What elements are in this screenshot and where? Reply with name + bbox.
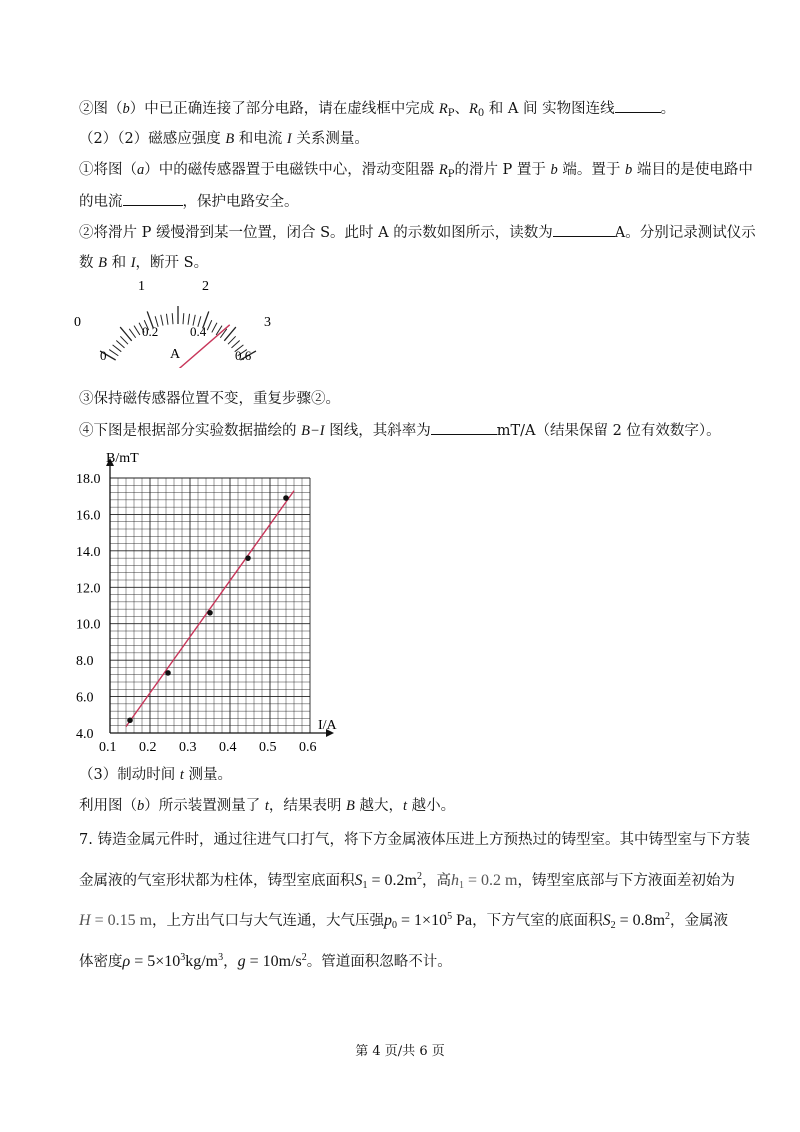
dial-top-label-1: 1 bbox=[138, 279, 145, 294]
dial-tick bbox=[232, 340, 240, 347]
y-tick-label: 16.0 bbox=[76, 508, 101, 524]
question-7-line-3: H = 0.15 m，上方出气口与大气连通，大气压强$p_0 = 1\times 10^5$ Pa，下方气室的底面积$S_2 = 0.8m^2$，金属液 bbox=[79, 911, 729, 931]
question-line-6: 数 B 和 I，断开 S。 bbox=[79, 255, 209, 271]
answer-blank[interactable] bbox=[123, 191, 183, 206]
question-7-line-2: 金属液的气室形状都为柱体，铸型室底面积$S_1 = 0.2m^2$，高$h_1 = 0.2$ m，铸型室底部与下方液面差初始为 bbox=[79, 871, 735, 891]
x-tick-label: 0.1 bbox=[99, 740, 117, 755]
dial-tick bbox=[183, 313, 184, 324]
x-tick-label: 0.4 bbox=[219, 740, 237, 755]
data-point bbox=[165, 670, 171, 676]
dial-tick bbox=[113, 345, 122, 352]
y-tick-label: 12.0 bbox=[76, 581, 101, 597]
answer-blank[interactable] bbox=[615, 98, 661, 113]
answer-blank[interactable] bbox=[553, 222, 615, 237]
answer-blank[interactable] bbox=[431, 420, 497, 435]
dial-tick bbox=[207, 320, 211, 330]
question-line-10: 利用图（b）所示装置测量了 t，结果表明 B 越大，t 越小。 bbox=[79, 798, 456, 814]
dial-unit-label: A bbox=[170, 347, 181, 362]
y-tick-label: 6.0 bbox=[76, 690, 94, 706]
dial-tick bbox=[228, 336, 236, 344]
dial-top-label-3: 3 bbox=[264, 315, 271, 330]
question-7-line-1: 7. 铸造金属元件时，通过往进气口打气，将下方金属液体压进上方预热过的铸型室。其中铸型室与下方装 bbox=[79, 832, 750, 848]
question-line-2: （2）（2）磁感应强度 B 和电流 I 关系测量。 bbox=[79, 131, 369, 147]
x-axis-label: I/A bbox=[318, 718, 337, 733]
y-tick-label: 18.0 bbox=[76, 472, 101, 487]
data-point bbox=[207, 610, 213, 616]
y-tick-label: 8.0 bbox=[76, 654, 94, 670]
page-footer: 第 4 页/共 6 页 bbox=[355, 1044, 445, 1059]
data-point bbox=[283, 495, 289, 501]
data-point bbox=[127, 717, 133, 723]
dial-tick bbox=[212, 323, 217, 333]
dial-tick bbox=[116, 340, 124, 347]
dial-bottom-label-2: 0.4 bbox=[190, 324, 207, 339]
x-tick-label: 0.3 bbox=[179, 740, 197, 755]
dial-tick bbox=[129, 329, 135, 338]
dial-tick bbox=[134, 326, 140, 335]
fit-line bbox=[126, 491, 294, 727]
dial-top-label-2: 2 bbox=[202, 279, 209, 294]
dial-tick bbox=[172, 313, 173, 324]
b-i-graph bbox=[70, 448, 360, 758]
dial-bottom-label-3: 0.6 bbox=[235, 348, 252, 363]
x-tick-label: 0.5 bbox=[259, 740, 277, 755]
y-tick-label: 14.0 bbox=[76, 544, 101, 560]
x-tick-label: 0.6 bbox=[299, 740, 317, 755]
question-line-3: ①将图（a）中的磁传感器置于电磁铁中心，滑动变阻器 $R_P$的滑片 P 置于 b 端。置于 b 端目的是使电路中 bbox=[79, 162, 753, 180]
question-line-5: ②将滑片 P 缓慢滑到某一位置，闭合 S。此时 A 的示数如图所示，读数为 A。分别记录测试仪示 bbox=[79, 222, 756, 243]
dial-bottom-label-0: 0 bbox=[100, 348, 107, 363]
x-tick-label: 0.2 bbox=[139, 740, 157, 755]
dial-bottom-label-1: 0.2 bbox=[142, 324, 159, 339]
question-line-8: ④下图是根据部分实验数据描绘的 B−I 图线，其斜率为 mT/A（结果保留 2 位有效数字）。 bbox=[79, 420, 721, 441]
y-tick-label: 4.0 bbox=[76, 727, 94, 742]
dial-top-label-0: 0 bbox=[74, 315, 81, 330]
y-tick-label: 10.0 bbox=[76, 617, 101, 633]
question-line-4: 的电流 ，保护电路安全。 bbox=[79, 191, 299, 212]
dial-tick bbox=[161, 315, 163, 326]
y-axis-label: B/mT bbox=[106, 451, 139, 466]
question-line-7: ③保持磁传感器位置不变，重复步骤②。 bbox=[79, 391, 340, 407]
data-point bbox=[245, 555, 251, 561]
dial-tick bbox=[109, 350, 118, 356]
question-line-9: （3）制动时间 t 测量。 bbox=[79, 767, 232, 783]
question-line-1: ②图（b）中已正确连接了部分电路，请在虚线框中完成 $R_P$、$R_0$ 和 A 间 实物图连线 。 bbox=[79, 98, 675, 124]
ammeter-dial bbox=[60, 278, 290, 368]
question-7-line-4: 体密度$\rho = 5\times 10^3kg/m^3$，$g = 10m/s^2$。管道面积忽略不计。 bbox=[79, 952, 452, 970]
dial-tick bbox=[166, 314, 168, 325]
dial-tick bbox=[120, 336, 128, 344]
